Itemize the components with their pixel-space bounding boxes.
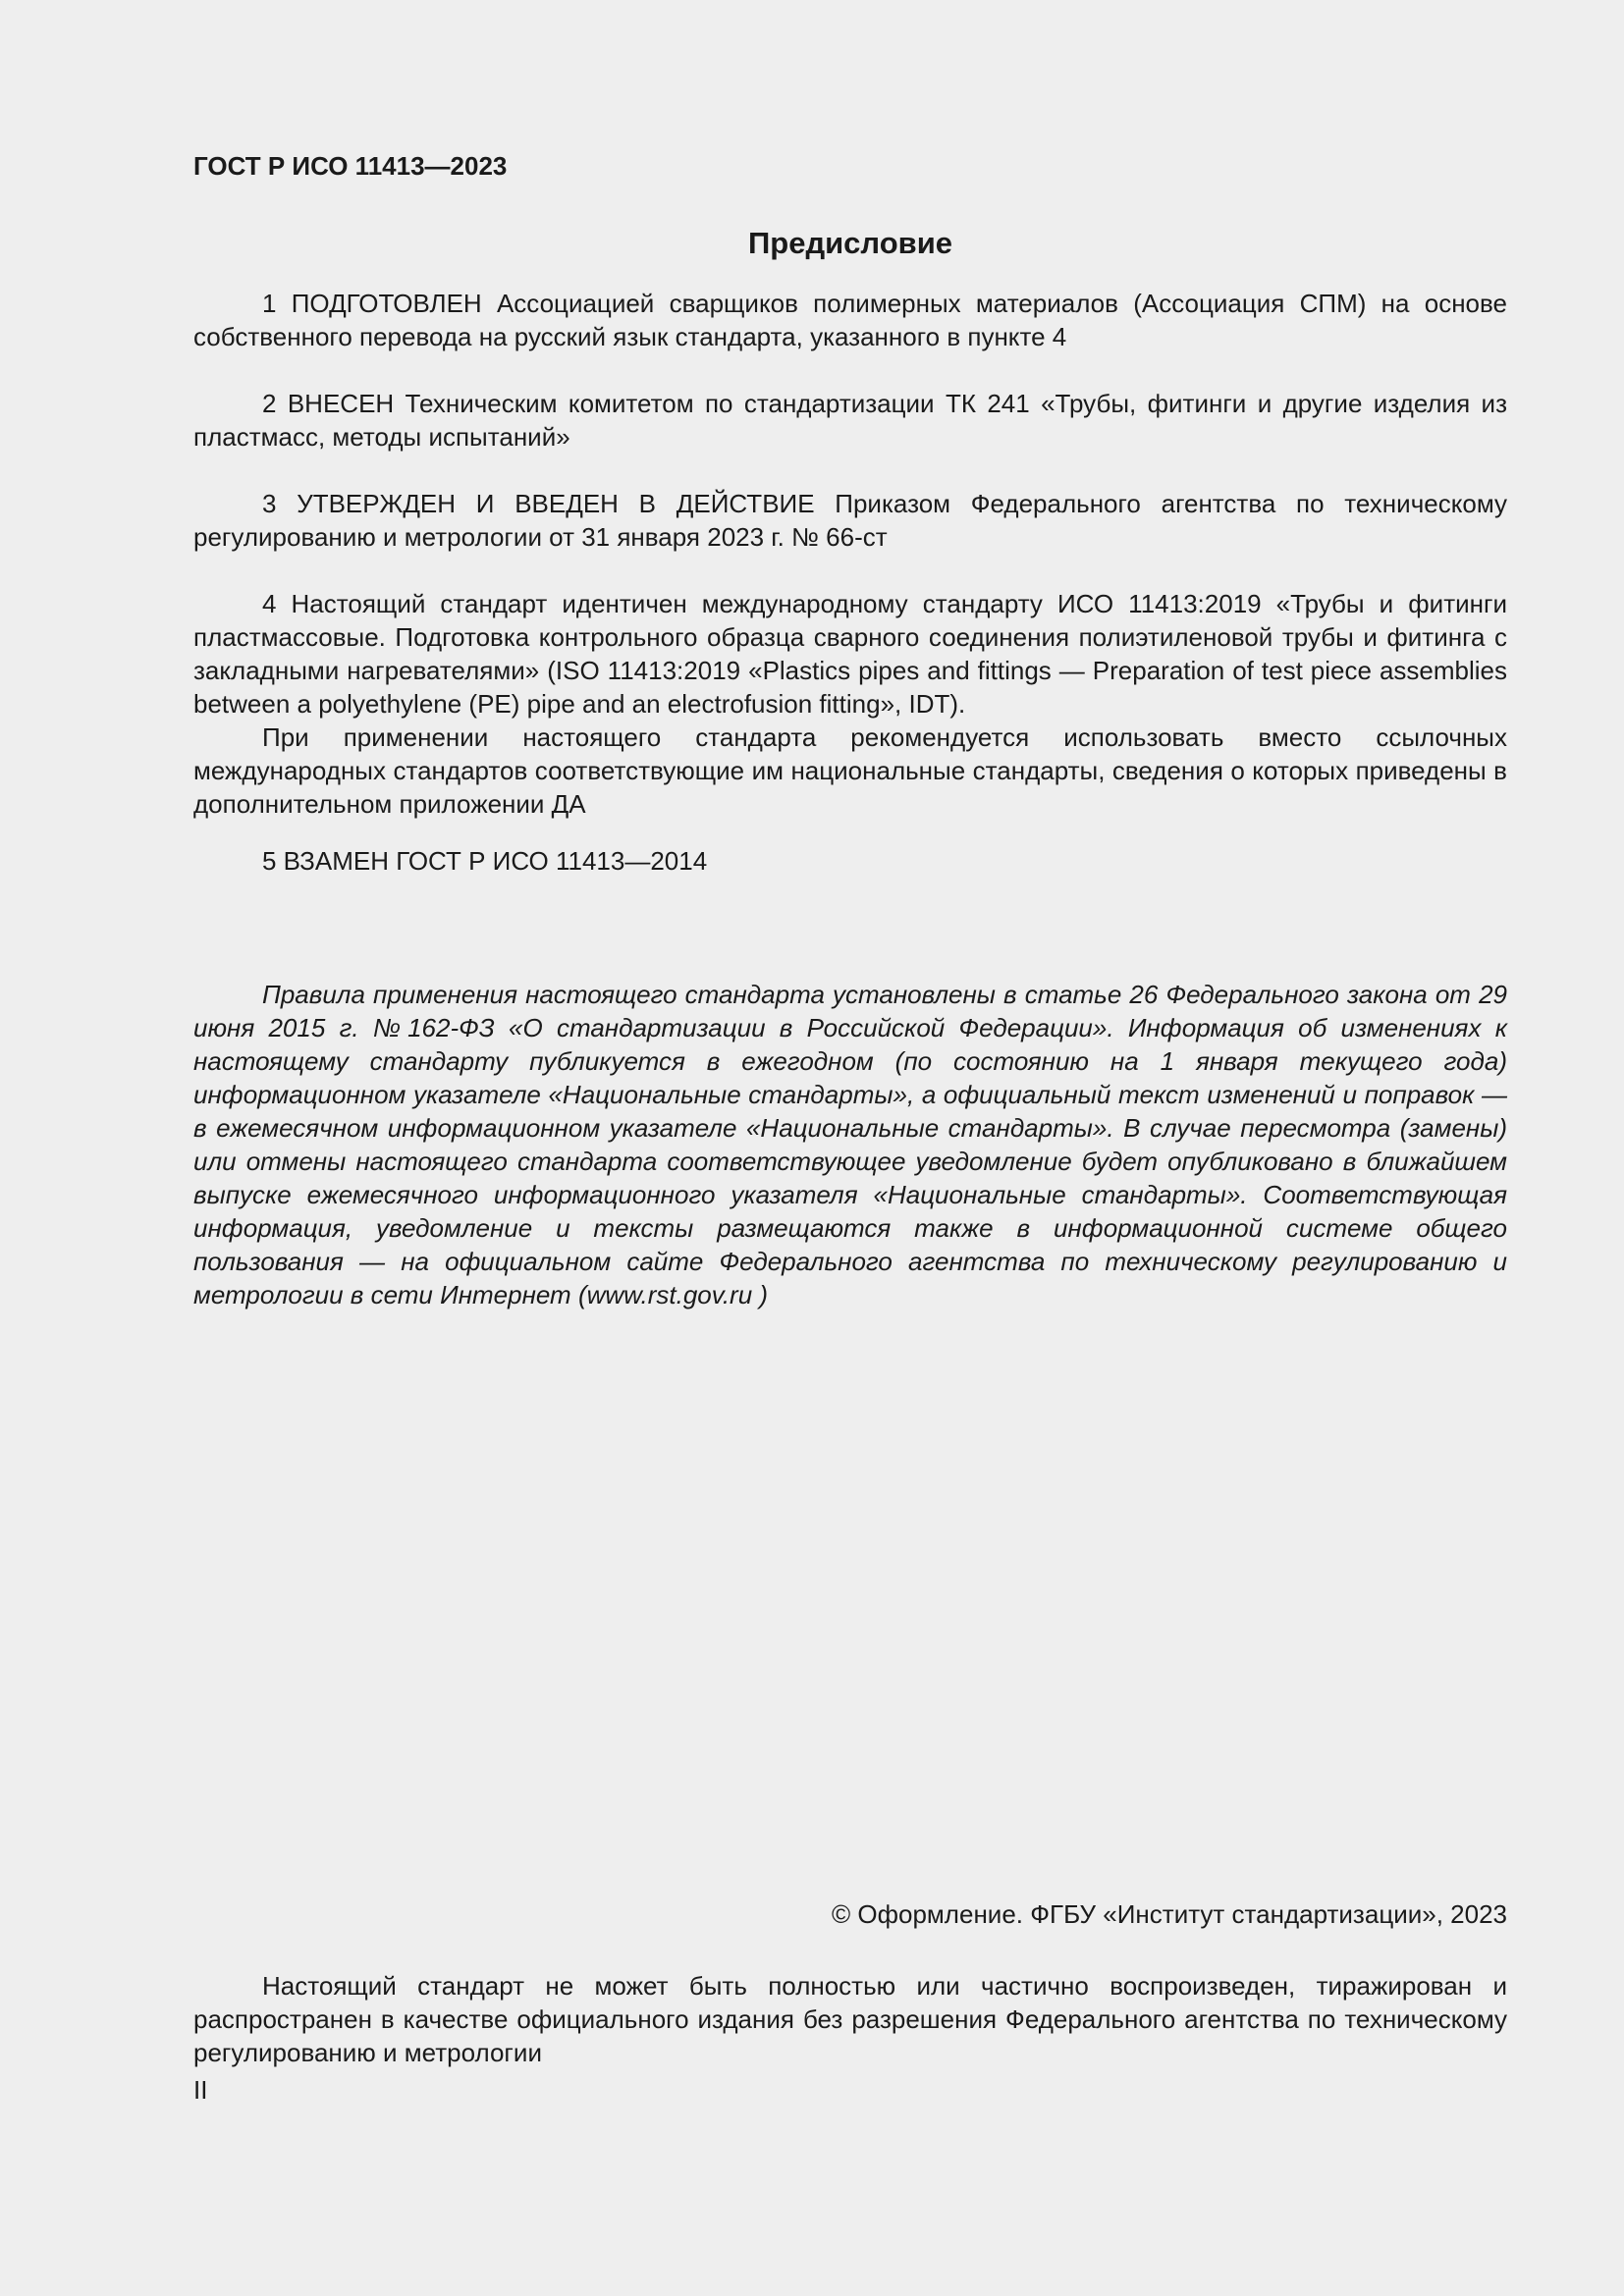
foreword-item-1: 1 ПОДГОТОВЛЕН Ассоциацией сварщиков полимерных материалов (Ассоциация СПМ) на основе собственного перевода на русский язык стандарта, указанного в пункте 4 [193, 289, 1507, 351]
foreword-item-3: 3 УТВЕРЖДЕН И ВВЕДЕН В ДЕЙСТВИЕ Приказом Федерального агентства по техническому регулированию и метрологии от 31 января 2023 г. № 66-ст [193, 489, 1507, 552]
rules-of-application-notice: Правила применения настоящего стандарта установлены в статье 26 Федерального закона от 29 июня 2015 г. №162-ФЗ «О стандартизации в Российской Федерации». Информация об изменениях к настоящему стандарту публикуется в ежегодном (по состоянию на 1 января текущего года) информационном указателе «Национальные стандарты», а официальный текст изменений и поправок — в ежемесячном информационном указателе «Национальные стандарты». В случае пересмотра (замены) или отмены настоящего стандарта соответствующее уведомление будет опубликовано в ближайшем выпуске ежемесячного информационного указателя «Национальные стандарты». Соответствующая информация, уведомление и тексты размещаются также в информационной системе общего пользования — на официальном сайте Федерального агентства по техническому регулированию и метрологии в сети Интернет (www.rst.gov.ru ) [193, 980, 1507, 1309]
foreword-item-2: 2 ВНЕСЕН Техническим комитетом по стандартизации ТК 241 «Трубы, фитинги и другие изделия из пластмасс, методы испытаний» [193, 389, 1507, 452]
foreword-item-5: 5 ВЗАМЕН ГОСТ Р ИСО 11413—2014 [262, 846, 708, 876]
page-number: II [193, 2075, 208, 2105]
foreword-item-4-note: При применении настоящего стандарта рекомендуется использовать вместо ссылочных международных стандартов соответствующие им национальные стандарты, сведения о которых приведены в дополнительном приложении ДА [193, 722, 1507, 819]
reproduction-notice: Настоящий стандарт не может быть полностью или частично воспроизведен, тиражирован и распространен в качестве официального издания без разрешения Федерального агентства по техническому регулированию и метрологии [193, 1971, 1507, 2067]
copyright-line: © Оформление. ФГБУ «Институт стандартизации», 2023 [832, 1899, 1507, 1929]
document-code-header: ГОСТ Р ИСО 11413—2023 [193, 151, 508, 181]
page-title: Предисловие [747, 226, 952, 260]
foreword-item-4: 4 Настоящий стандарт идентичен международному стандарту ИСО 11413:2019 «Трубы и фитинги пластмассовые. Подготовка контрольного образца сварного соединения полиэтиленовой трубы и фитинга с закладными нагревателями» (ISO 11413:2019 «Plastics pipes and fittings — Preparation of test piece assemblies between a polyethylene (PE) pipe and an electrofusion fitting», IDT). [193, 589, 1507, 719]
